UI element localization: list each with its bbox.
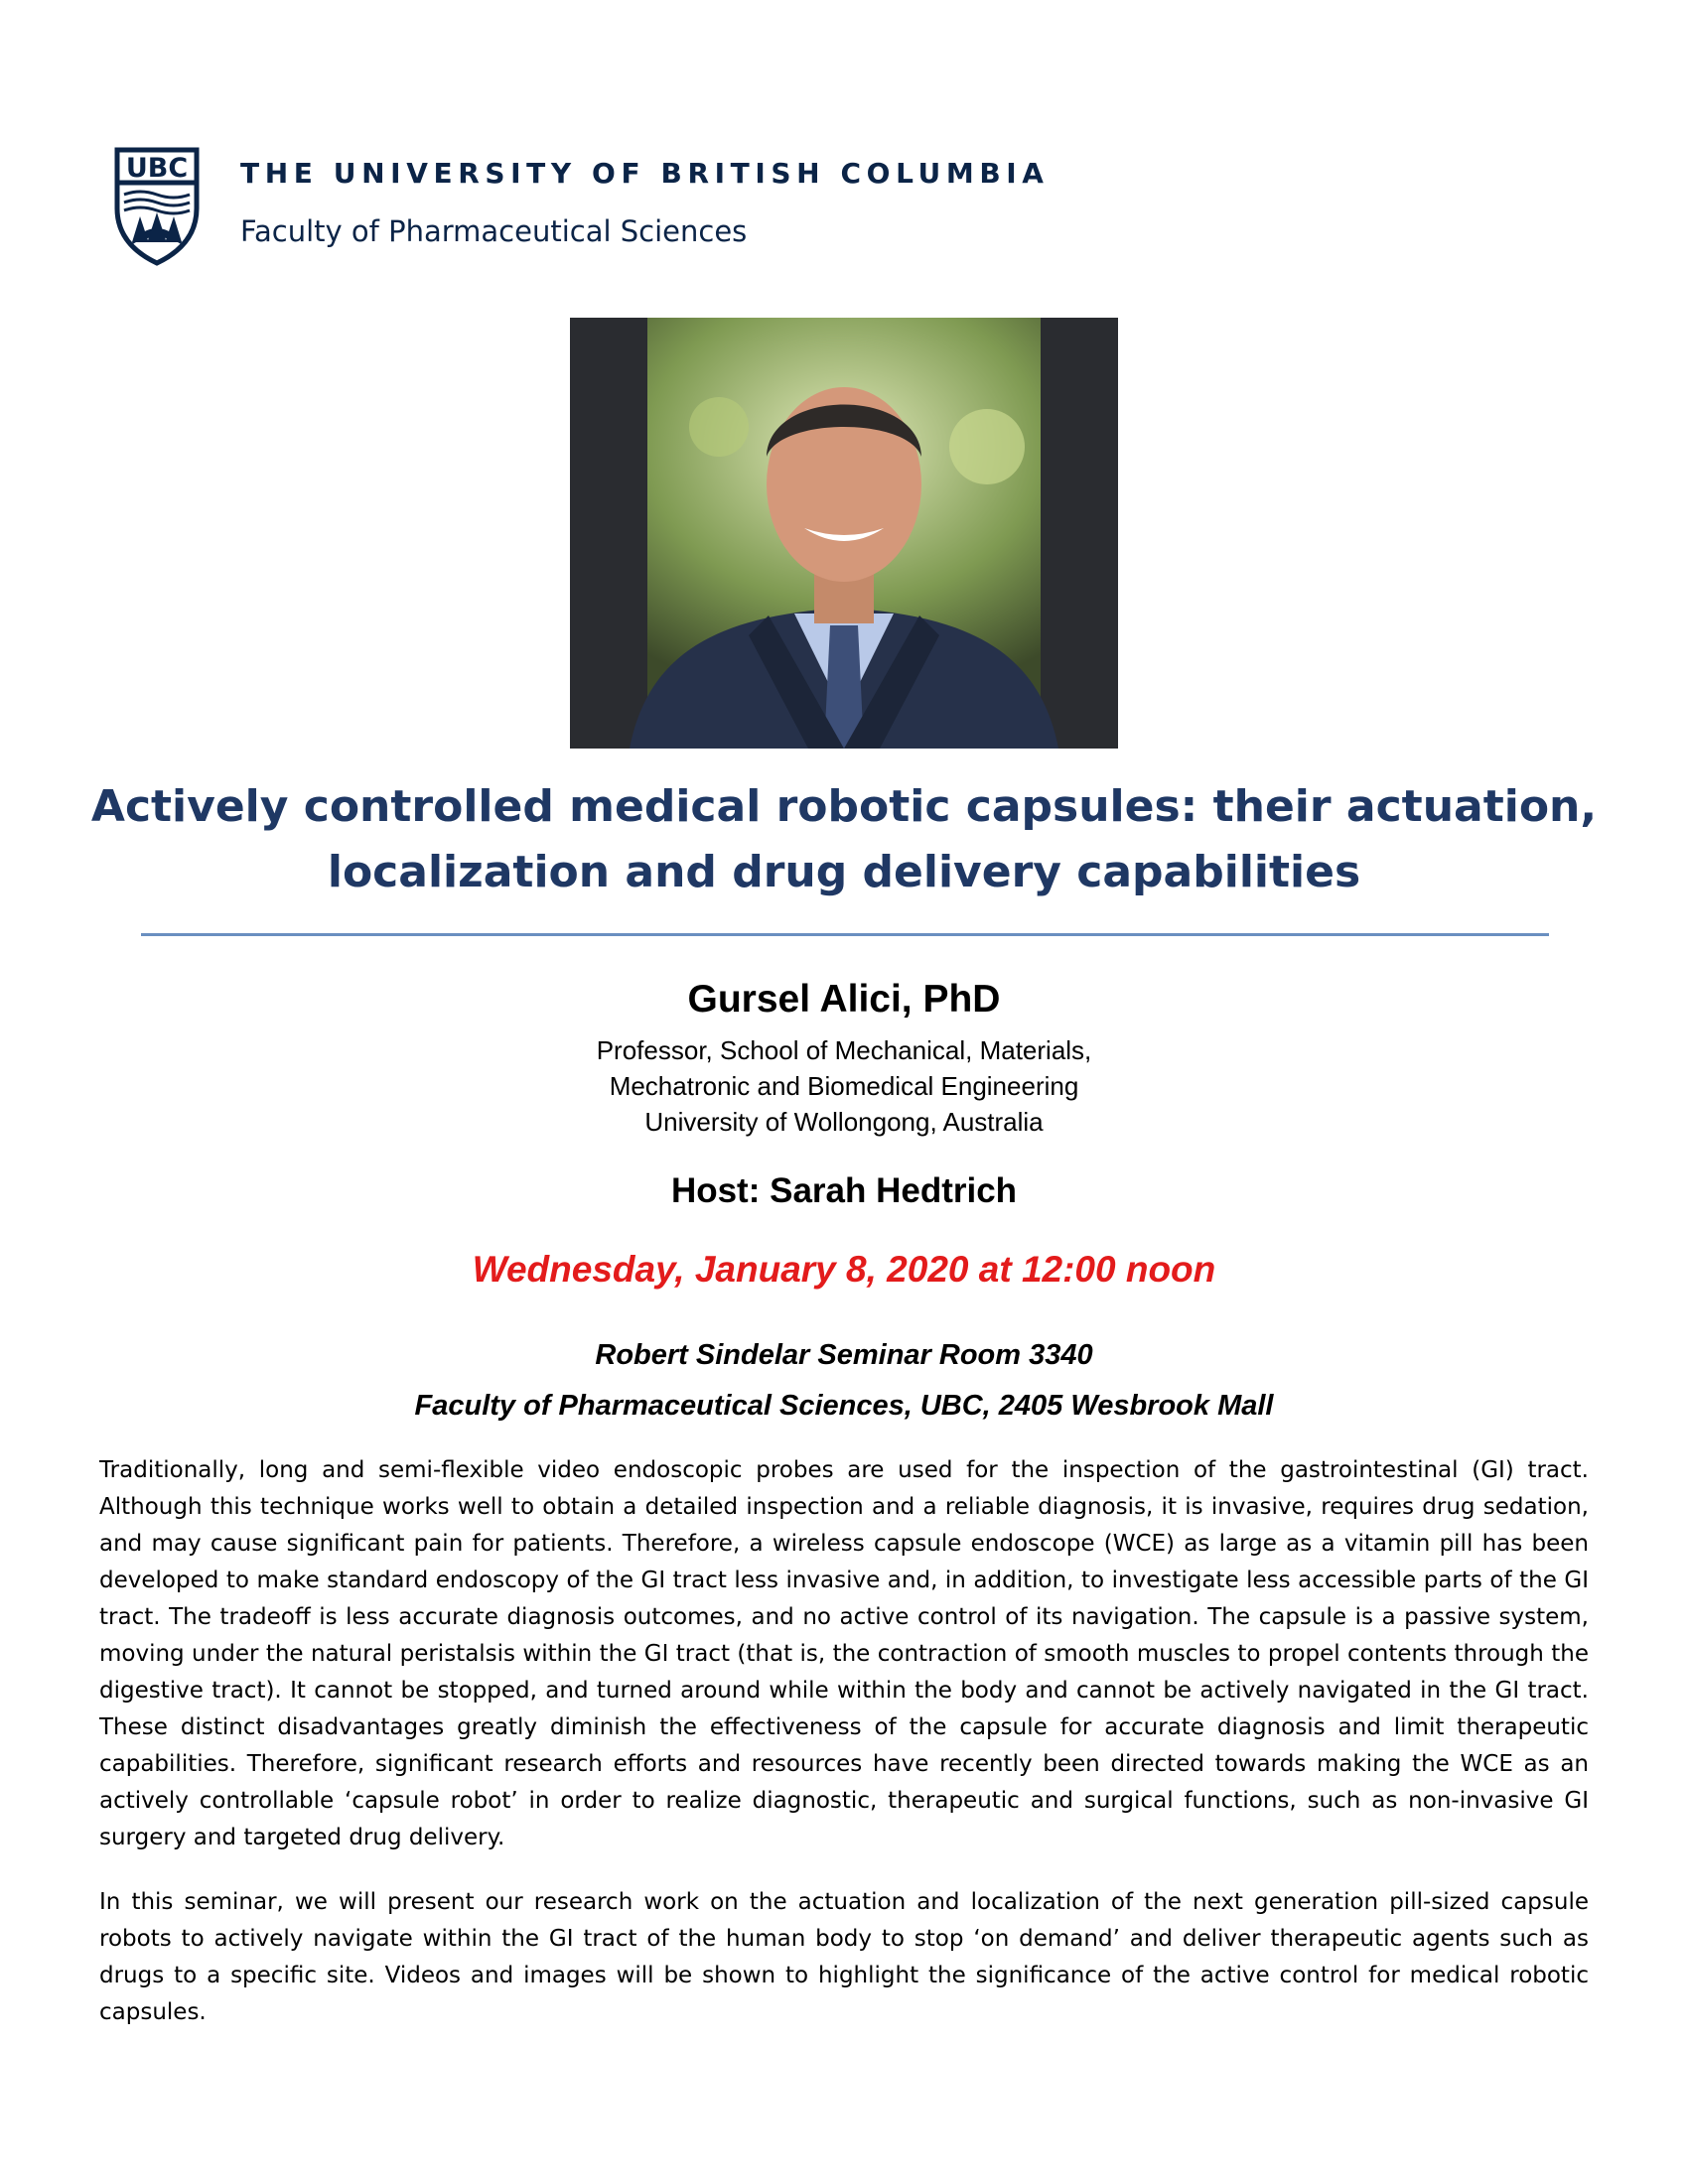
host-name: Host: Sarah Hedtrich xyxy=(670,1171,1018,1210)
seminar-title xyxy=(79,774,1609,905)
abstract-paragraph-1: Traditionally, long and semi-flexible video endoscopic probes are used for the inspection of the gastrointestinal (GI) tract. Although this technique works well to obtain a detailed inspection and a reliable diagnosis, it is invasive, requires drug sedation, and may cause significant pain for patients. Therefore, a wireless capsule endoscope (WCE) as large as a vitamin pill has been developed to make standard endoscopy of the GI tract less invasive and, in addition, to investigate less accessible parts of the GI tract. The tradeoff is less accurate diagnosis outcomes, and no active control of its navigation. The capsule is a passive system, moving under the natural peristalsis within the GI tract (that is, the contraction of smooth muscles to propel contents through the digestive tract). It cannot be stopped, and turned around while within the body and cannot be actively navigated in the GI tract. These distinct disadvantages greatly diminish the effectiveness of the capsule for accurate diagnosis and limit therapeutic capabilities. Therefore, significant research efforts and resources have recently been directed towards making the WCE as an actively controllable ‘capsule robot’ in order to realize diagnostic, therapeutic and surgical functions, such as non-invasive GI surgery and targeted drug delivery. xyxy=(99,1457,1589,1850)
abstract-paragraph-2: In this seminar, we will present our research work on the actuation and localization of the next generation pill-sized capsule robots to actively navigate within the GI tract of the human body to stop ‘on demand’ and deliver therapeutic agents such as drugs to a specific site. Videos and images will be shown to highlight the significance of the active control for medical robotic capsules. xyxy=(99,1889,1589,2025)
title-line-1: Actively controlled medical robotic capsules: their actuation, xyxy=(90,781,1598,832)
title-divider xyxy=(141,933,1549,936)
speaker-name: Gursel Alici, PhD xyxy=(687,978,1001,1021)
event-venue xyxy=(0,1330,1688,1432)
crest-text: UBC xyxy=(125,153,189,184)
university-name: THE UNIVERSITY OF BRITISH COLUMBIA xyxy=(240,157,1050,190)
event-date-time: Wednesday, January 8, 2020 at 12:00 noon xyxy=(472,1249,1216,1290)
affiliation-line-1: Professor, School of Mechanical, Materials, xyxy=(596,1035,1092,1065)
affiliation-line-3: University of Wollongong, Australia xyxy=(644,1107,1044,1137)
title-line-2: localization and drug delivery capabilities xyxy=(327,847,1361,897)
speaker-affiliation xyxy=(0,1032,1688,1140)
ubc-crest-logo xyxy=(114,147,200,266)
header xyxy=(114,147,1050,266)
venue-line-2: Faculty of Pharmaceutical Sciences, UBC, 2405 Wesbrook Mall xyxy=(414,1390,1274,1422)
venue-line-1: Robert Sindelar Seminar Room 3340 xyxy=(595,1339,1093,1371)
affiliation-line-2: Mechatronic and Biomedical Engineering xyxy=(609,1071,1079,1101)
faculty-name: Faculty of Pharmaceutical Sciences xyxy=(240,214,748,248)
speaker-photo xyxy=(570,318,1118,749)
